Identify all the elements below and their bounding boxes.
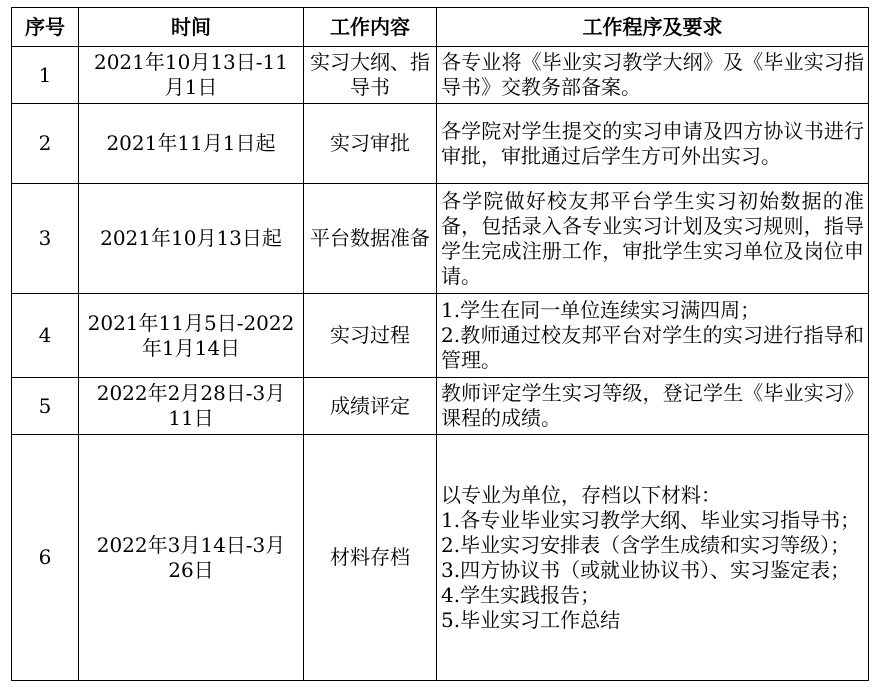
requirement-line: 1.学生在同一单位连续实习满四周； [441,298,761,322]
table-header-row [12,8,869,47]
row-time: 2022年3月14日-3月26日 [79,435,304,681]
requirement-line: 各专业将《毕业实习教学大纲》及《毕业实习指导书》交教务部备案。 [441,50,864,99]
row-requirements [437,294,869,378]
requirement-line: 以专业为单位，存档以下材料： [441,482,721,507]
row-content: 实习大纲、指导书 [304,47,437,104]
row-content: 成绩评定 [304,378,437,435]
row-no: 3 [12,184,79,294]
table-row [12,184,869,294]
requirement-line: 2.毕业实习安排表（含学生成绩和实习等级）； [441,532,851,557]
table-row [12,47,869,104]
row-no: 4 [12,294,79,378]
row-requirements [437,435,869,681]
header-requirements: 工作程序及要求 [437,8,869,47]
requirement-line: 教师评定学生实习等级，登记学生《毕业实习》课程的成绩。 [441,381,864,430]
requirement-line: 5.毕业实习工作总结 [441,607,621,632]
row-no: 5 [12,378,79,435]
row-time: 2021年11月1日起 [79,104,304,184]
row-content: 实习过程 [304,294,437,378]
row-no: 1 [12,47,79,104]
table-row [12,378,869,435]
row-time: 2021年10月13日-11月1日 [79,47,304,104]
row-content: 实习审批 [304,104,437,184]
requirement-line: 1.各专业毕业实习教学大纲、毕业实习指导书； [441,507,861,532]
schedule-table [11,7,869,681]
row-content: 材料存档 [304,435,437,681]
row-time: 2022年2月28日-3月11日 [79,378,304,435]
row-no: 2 [12,104,79,184]
row-requirements [437,47,869,104]
row-requirements [437,378,869,435]
row-requirements [437,184,869,294]
table-row [12,435,869,681]
table-row [12,104,869,184]
requirement-line: 各学院对学生提交的实习申请及四方协议书进行审批，审批通过后学生方可外出实习。 [441,118,864,168]
row-requirements [437,104,869,184]
row-content: 平台数据准备 [304,184,437,294]
header-content: 工作内容 [304,8,437,47]
row-time: 2021年10月13日起 [79,184,304,294]
requirement-line: 3.四方协议书（或就业协议书）、实习鉴定表； [441,557,851,582]
row-no: 6 [12,435,79,681]
requirement-line: 2.教师通过校友邦平台对学生的实习进行指导和管理。 [441,323,864,372]
table-row [12,294,869,378]
header-no: 序号 [12,8,79,47]
requirement-line: 各学院做好校友邦平台学生实习初始数据的准备，包括录入各专业实习计划及实习规则，指导学生完成注册工作，审批学生实习单位及岗位申请。 [441,188,864,288]
row-time: 2021年11月5日-2022年1月14日 [79,294,304,378]
header-time: 时间 [79,8,304,47]
requirement-line: 4.学生实践报告； [441,582,601,607]
